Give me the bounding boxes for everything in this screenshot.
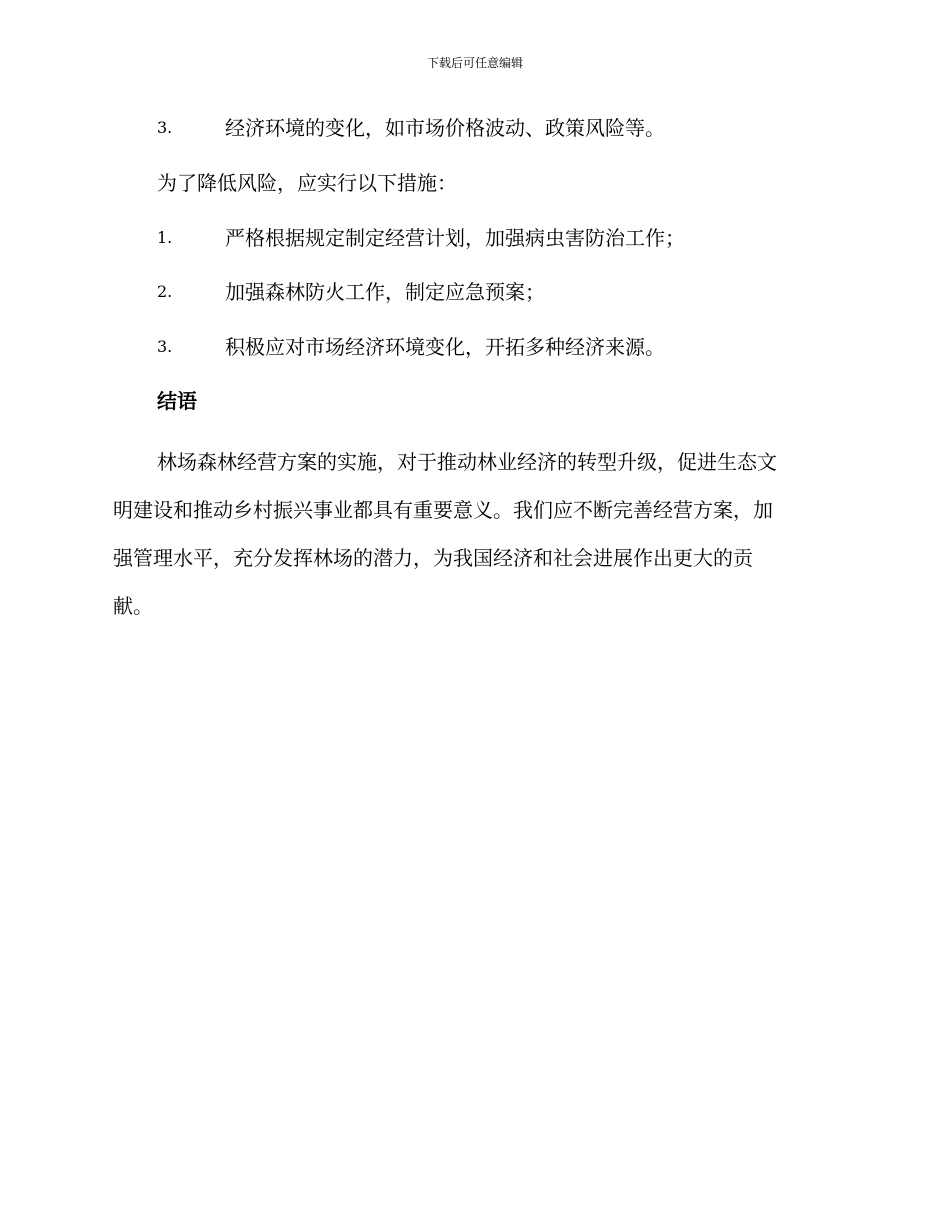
list-item-number: 3. — [157, 118, 173, 137]
list-item-text: 加强森林防火工作，制定应急预案； — [225, 280, 545, 304]
list-item-number: 2. — [157, 282, 173, 301]
measures-intro: 为了降低风险，应实行以下措施： — [157, 171, 457, 195]
list-item-number: 3. — [157, 337, 173, 356]
paragraph-line: 明建设和推动乡村振兴事业都具有重要意义。我们应不断完善经营方案，加 — [113, 498, 773, 522]
list-item — [0, 111, 950, 145]
paragraph-line: 林场森林经营方案的实施，对于推动林业经济的转型升级，促进生态文 — [157, 450, 777, 474]
list-item — [0, 330, 950, 364]
list-item — [0, 275, 950, 309]
list-item-number: 1. — [157, 228, 173, 247]
list-item — [0, 221, 950, 255]
page-header: 下载后可任意编辑 — [426, 56, 523, 70]
paragraph-line: 强管理水平，充分发挥林场的潜力，为我国经济和社会进展作出更大的贡 — [113, 546, 753, 570]
conclusion-paragraph — [113, 438, 833, 630]
list-item-text: 积极应对市场经济环境变化，开拓多种经济来源。 — [225, 335, 665, 359]
list-item-text: 经济环境的变化，如市场价格波动、政策风险等。 — [225, 116, 665, 140]
list-item-text: 严格根据规定制定经营计划，加强病虫害防治工作； — [225, 226, 685, 250]
paragraph-line: 献。 — [113, 594, 153, 618]
section-heading: 结语 — [157, 389, 197, 413]
